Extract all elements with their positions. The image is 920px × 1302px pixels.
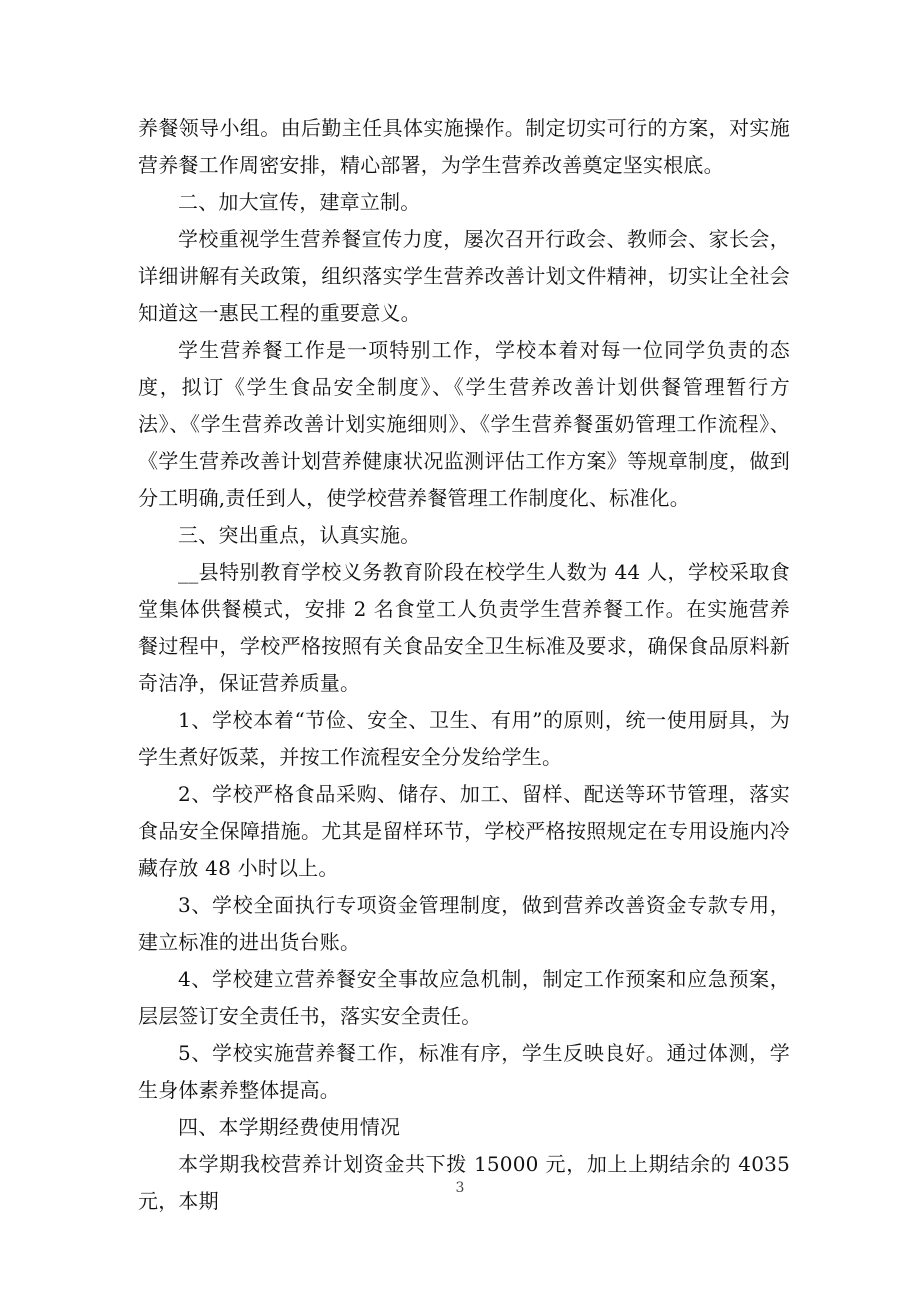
- paragraph-4: 学生营养餐工作是一项特别工作，学校本着对每一位同学负责的态度，拟订《学生食品安全制度》、《学生营养改善计划供餐管理暂行方法》、《学生营养改善计划实施细则》、《学生营养餐蛋奶管理工作流程》、《学生营养改善计划营养健康状况监测评估工作方案》等规章制度，做到分工明确,责任到人，使学校营养餐管理工作制度化、标准化。: [138, 338, 790, 510]
- section-heading-2: 二、加大宣传，建章立制。: [178, 190, 421, 214]
- paragraph-6: __县特别教育学校义务教育阶段在校学生人数为 44 人，学校采取食堂集体供餐模式，安排 2 名食堂工人负责学生营养餐工作。在实施营养餐过程中，学校严格按照有关食品安全卫生标准及要求，确保食品原料新奇洁净，保证营养质量。: [138, 560, 790, 695]
- list-item-5: 5、学校实施营养餐工作，标准有序，学生反映良好。通过体测，学生身体素养整体提高。: [138, 1041, 790, 1102]
- section-heading-4: 四、本学期经费使用情况: [178, 1115, 401, 1139]
- list-item-1: 1、学校本着“节俭、安全、卫生、有用”的原则，统一使用厨具，为学生煮好饭菜，并按工作流程安全分发给学生。: [138, 708, 790, 769]
- paragraph-3: 学校重视学生营养餐宣传力度，屡次召开行政会、教师会、家长会，详细讲解有关政策，组织落实学生营养改善计划文件精神，切实让全社会知道这一惠民工程的重要意义。: [138, 227, 790, 325]
- list-item-2: 2、学校严格食品采购、储存、加工、留样、配送等环节管理，落实食品安全保障措施。尤其是留样环节，学校严格按照规定在专用设施内冷藏存放 48 小时以上。: [138, 782, 790, 880]
- list-item-4: 4、学校建立营养餐安全事故应急机制，制定工作预案和应急预案，层层签订安全责任书，落实安全责任。: [138, 967, 790, 1028]
- page-number: 3: [455, 1180, 465, 1196]
- paragraph-13: 本学期我校营养计划资金共下拨 15000 元，加上上期结余的 4035 元，本期: [138, 1152, 790, 1213]
- paragraph-1: 养餐领导小组。由后勤主任具体实施操作。制定切实可行的方案，对实施营养餐工作周密安排，精心部署，为学生营养改善奠定坚实根底。: [138, 116, 790, 177]
- section-heading-3: 三、突出重点，认真实施。: [178, 523, 421, 547]
- list-item-3: 3、学校全面执行专项资金管理制度，做到营养改善资金专款专用，建立标准的进出货台账。: [138, 893, 790, 954]
- document-body: [138, 110, 790, 1220]
